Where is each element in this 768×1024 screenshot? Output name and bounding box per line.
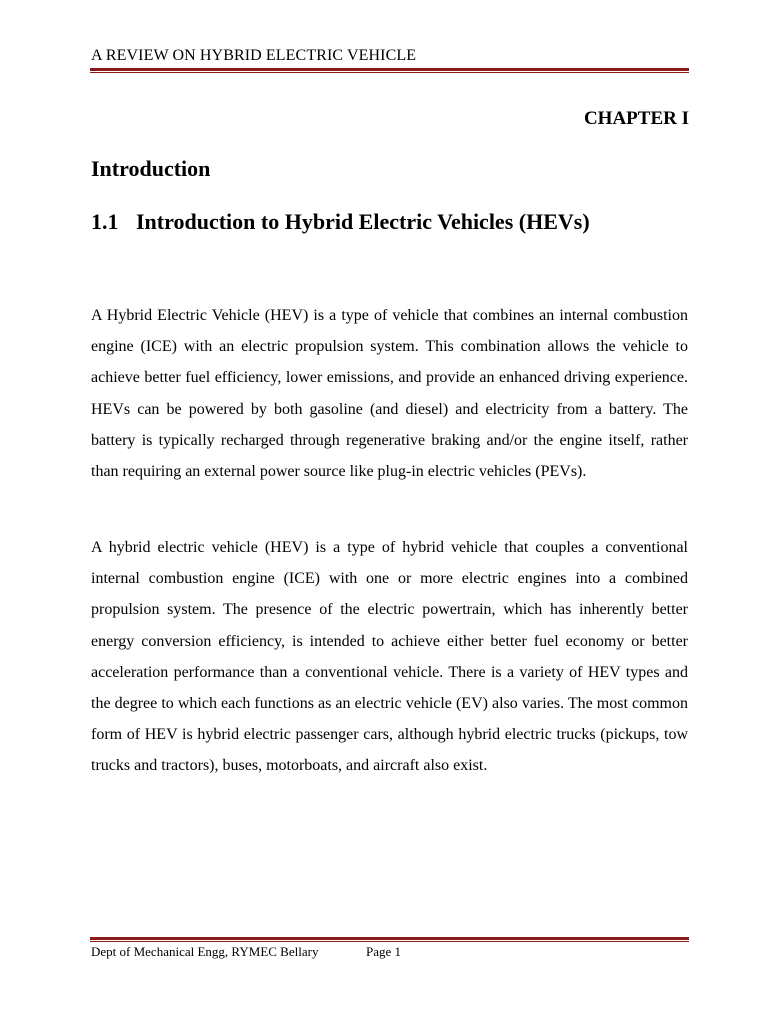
body-paragraph: A hybrid electric vehicle (HEV) is a type of hybrid vehicle that couples a conventional internal combustion engine (ICE) with one or more electric engines into a combined propulsion system. The presence of the electric powertrain, which has inherently better energy conversion efficiency, is intended to achieve either better fuel economy or better acceleration performance than a conventional vehicle. There is a variety of HEV types and the degree to which each functions as an electric vehicle (EV) also varies. The most common form of HEV is hybrid electric passenger cars, although hybrid electric trucks (pickups, tow trucks and tractors), buses, motorboats, and aircraft also exist.: [91, 539, 688, 775]
footer-department: Dept of Mechanical Engg, RYMEC Bellary: [91, 944, 319, 959]
section-title: Introduction: [91, 156, 211, 181]
page-footer: [91, 943, 401, 961]
footer-rule: [90, 937, 689, 942]
body-paragraph: A Hybrid Electric Vehicle (HEV) is a type of vehicle that combines an internal combustion engine (ICE) with an electric propulsion system. This combination allows the vehicle to achieve better fuel efficiency, lower emissions, and provide an enhanced driving experience. HEVs can be powered by both gasoline (and diesel) and electricity from a battery. The battery is typically recharged through regenerative braking and/or the engine itself, rather than requiring an external power source like plug-in electric vehicles (PEVs).: [91, 307, 688, 481]
header-rule: [90, 68, 689, 73]
footer-rule-thin: [90, 941, 689, 942]
header-rule-thin: [90, 72, 689, 73]
page-number: Page 1: [366, 944, 402, 959]
subsection-title: Introduction to Hybrid Electric Vehicles (HEVs): [136, 209, 590, 234]
subsection-heading: [91, 208, 590, 236]
chapter-label: CHAPTER I: [583, 108, 689, 129]
running-header: A REVIEW ON HYBRID ELECTRIC VEHICLE: [91, 47, 417, 64]
subsection-number: 1.1: [91, 209, 119, 234]
